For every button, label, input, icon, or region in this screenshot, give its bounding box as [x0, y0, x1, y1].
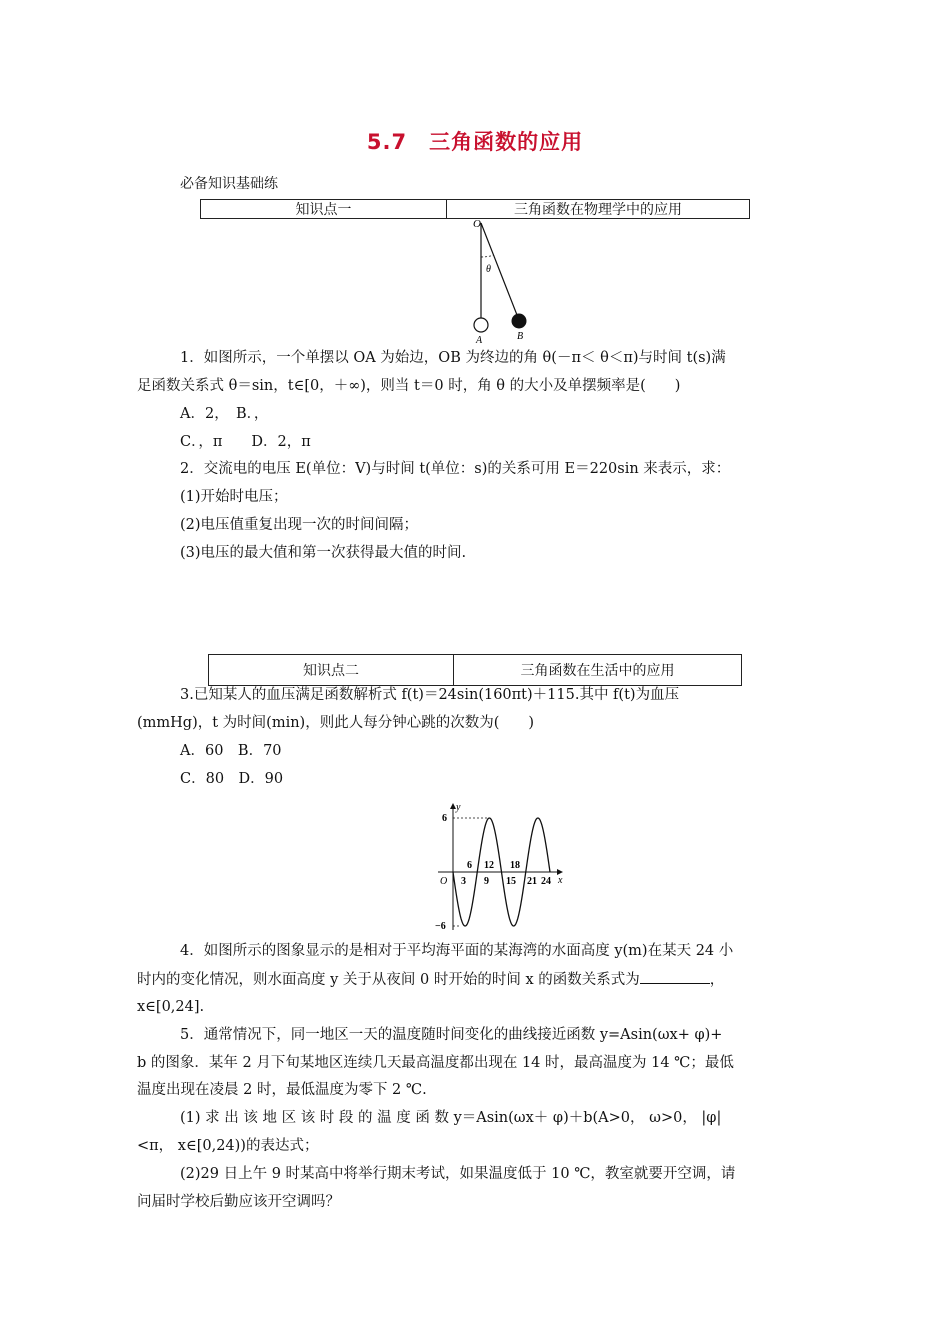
tick-label-3: 3: [461, 876, 466, 887]
knowledge-point-2-label: 知识点二: [303, 663, 359, 679]
q2-sub1: (1)开始时电压；: [180, 489, 288, 505]
y-axis-label: y: [456, 802, 461, 813]
q3-line2: (mmHg)，t 为时间(min)，则此人每分钟心跳的次数为( ): [137, 715, 535, 731]
q5-sub1-line2: <π， x∈[0,24))的表达式；: [137, 1138, 319, 1154]
q5-sub2-line2: 问届时学校后勤应该开空调吗？: [137, 1194, 340, 1210]
q4-line2-text: 时内的变化情况，则水面高度 y 关于从夜间 0 时开始的时间 x 的函数关系式为: [137, 972, 640, 988]
q3-options-ab: A．60 B．70: [180, 743, 282, 759]
pendulum-label-a: A: [476, 335, 483, 345]
pendulum-label-o: O: [473, 218, 481, 230]
tick-label-9: 9: [484, 876, 489, 887]
page-title: 5.7 三角函数的应用: [366, 130, 584, 154]
q5-sub2-line1: (2)29 日上午 9 时某高中将举行期末考试，如果温度低于 10 ℃，教室就要开空调，请: [180, 1166, 736, 1182]
pendulum-figure: [465, 215, 545, 345]
angle-arc: [481, 255, 494, 257]
tick-label-18: 18: [510, 860, 520, 871]
tick-label-24: 24: [541, 876, 551, 887]
q4-line2-end: ，: [709, 972, 725, 988]
q2-sub3: (3)电压的最大值和第一次获得最大值的时间.: [180, 545, 467, 561]
bob-a: [474, 318, 488, 332]
tick-label-6: 6: [467, 860, 472, 871]
y-max-label: 6: [442, 813, 447, 824]
origin-label: O: [440, 876, 448, 887]
q4-answer-blank[interactable]: [640, 969, 710, 984]
section-heading: 必备知识基础练: [180, 176, 278, 192]
pendulum-label-b: B: [517, 331, 524, 342]
tick-label-21: 21: [527, 876, 537, 887]
q4-line1: 4．如图所示的图象显示的是相对于平均海平面的某海湾的水面高度 y(m)在某天 24 小: [180, 943, 734, 959]
y-min-label: −6: [435, 921, 446, 932]
q5-line3: 温度出现在凌晨 2 时，最低温度为零下 2 ℃.: [137, 1082, 427, 1098]
q3-options-cd: C．80 D．90: [180, 771, 284, 787]
knowledge-point-1-topic: 三角函数在物理学中的应用: [446, 200, 749, 218]
tide-graph: [430, 800, 570, 935]
q2-line1: 2．交流电的电压 E(单位：V)与时间 t(单位：s)的关系可用 E＝220sin 来表示，求：: [180, 461, 731, 477]
q3-line1: 3.已知某人的血压满足函数解析式 f(t)＝24sin(160πt)＋115.其中 f(t)为血压: [180, 687, 680, 703]
q1-line2: 足函数关系式 θ＝sin，t∈[0，＋∞)，则当 t＝0 时，角 θ 的大小及单摆频率是( ): [137, 378, 681, 394]
angle-label-theta: θ: [486, 264, 491, 275]
tick-label-15: 15: [506, 876, 516, 887]
bob-b: [512, 314, 527, 329]
q5-line1: 5．通常情况下，同一地区一天的温度随时间变化的曲线接近函数 y=Asin(ωx+ φ)+: [180, 1027, 723, 1043]
q4-line2: [137, 969, 724, 990]
q2-sub2: (2)电压值重复出现一次的时间间隔；: [180, 517, 419, 533]
knowledge-point-2-box: [208, 654, 742, 686]
q1-options-ab: A．2， B．，: [180, 406, 269, 422]
q5-sub1-line1: (1) 求 出 该 地 区 该 时 段 的 温 度 函 数 y＝Asin(ωx＋ φ)＋b(A>0， ω>0， |φ|: [180, 1110, 722, 1126]
q1-options-cd: C．，π D．2，π: [180, 434, 311, 450]
x-axis-label: x: [558, 875, 563, 886]
knowledge-point-1-label: 知识点一: [295, 202, 352, 218]
q1-line1: 1．如图所示，一个单摆以 OA 为始边，OB 为终边的角 θ(－π＜ θ＜π)与时间 t(s)满: [180, 350, 726, 366]
q5-line2: b 的图象．某年 2 月下旬某地区连续几天最高温度都出现在 14 时，最高温度为 14 ℃；最低: [137, 1055, 734, 1071]
q4-line3: x∈[0,24].: [137, 999, 205, 1015]
tick-label-12: 12: [484, 860, 494, 871]
knowledge-point-2-topic: 三角函数在生活中的应用: [453, 655, 741, 685]
